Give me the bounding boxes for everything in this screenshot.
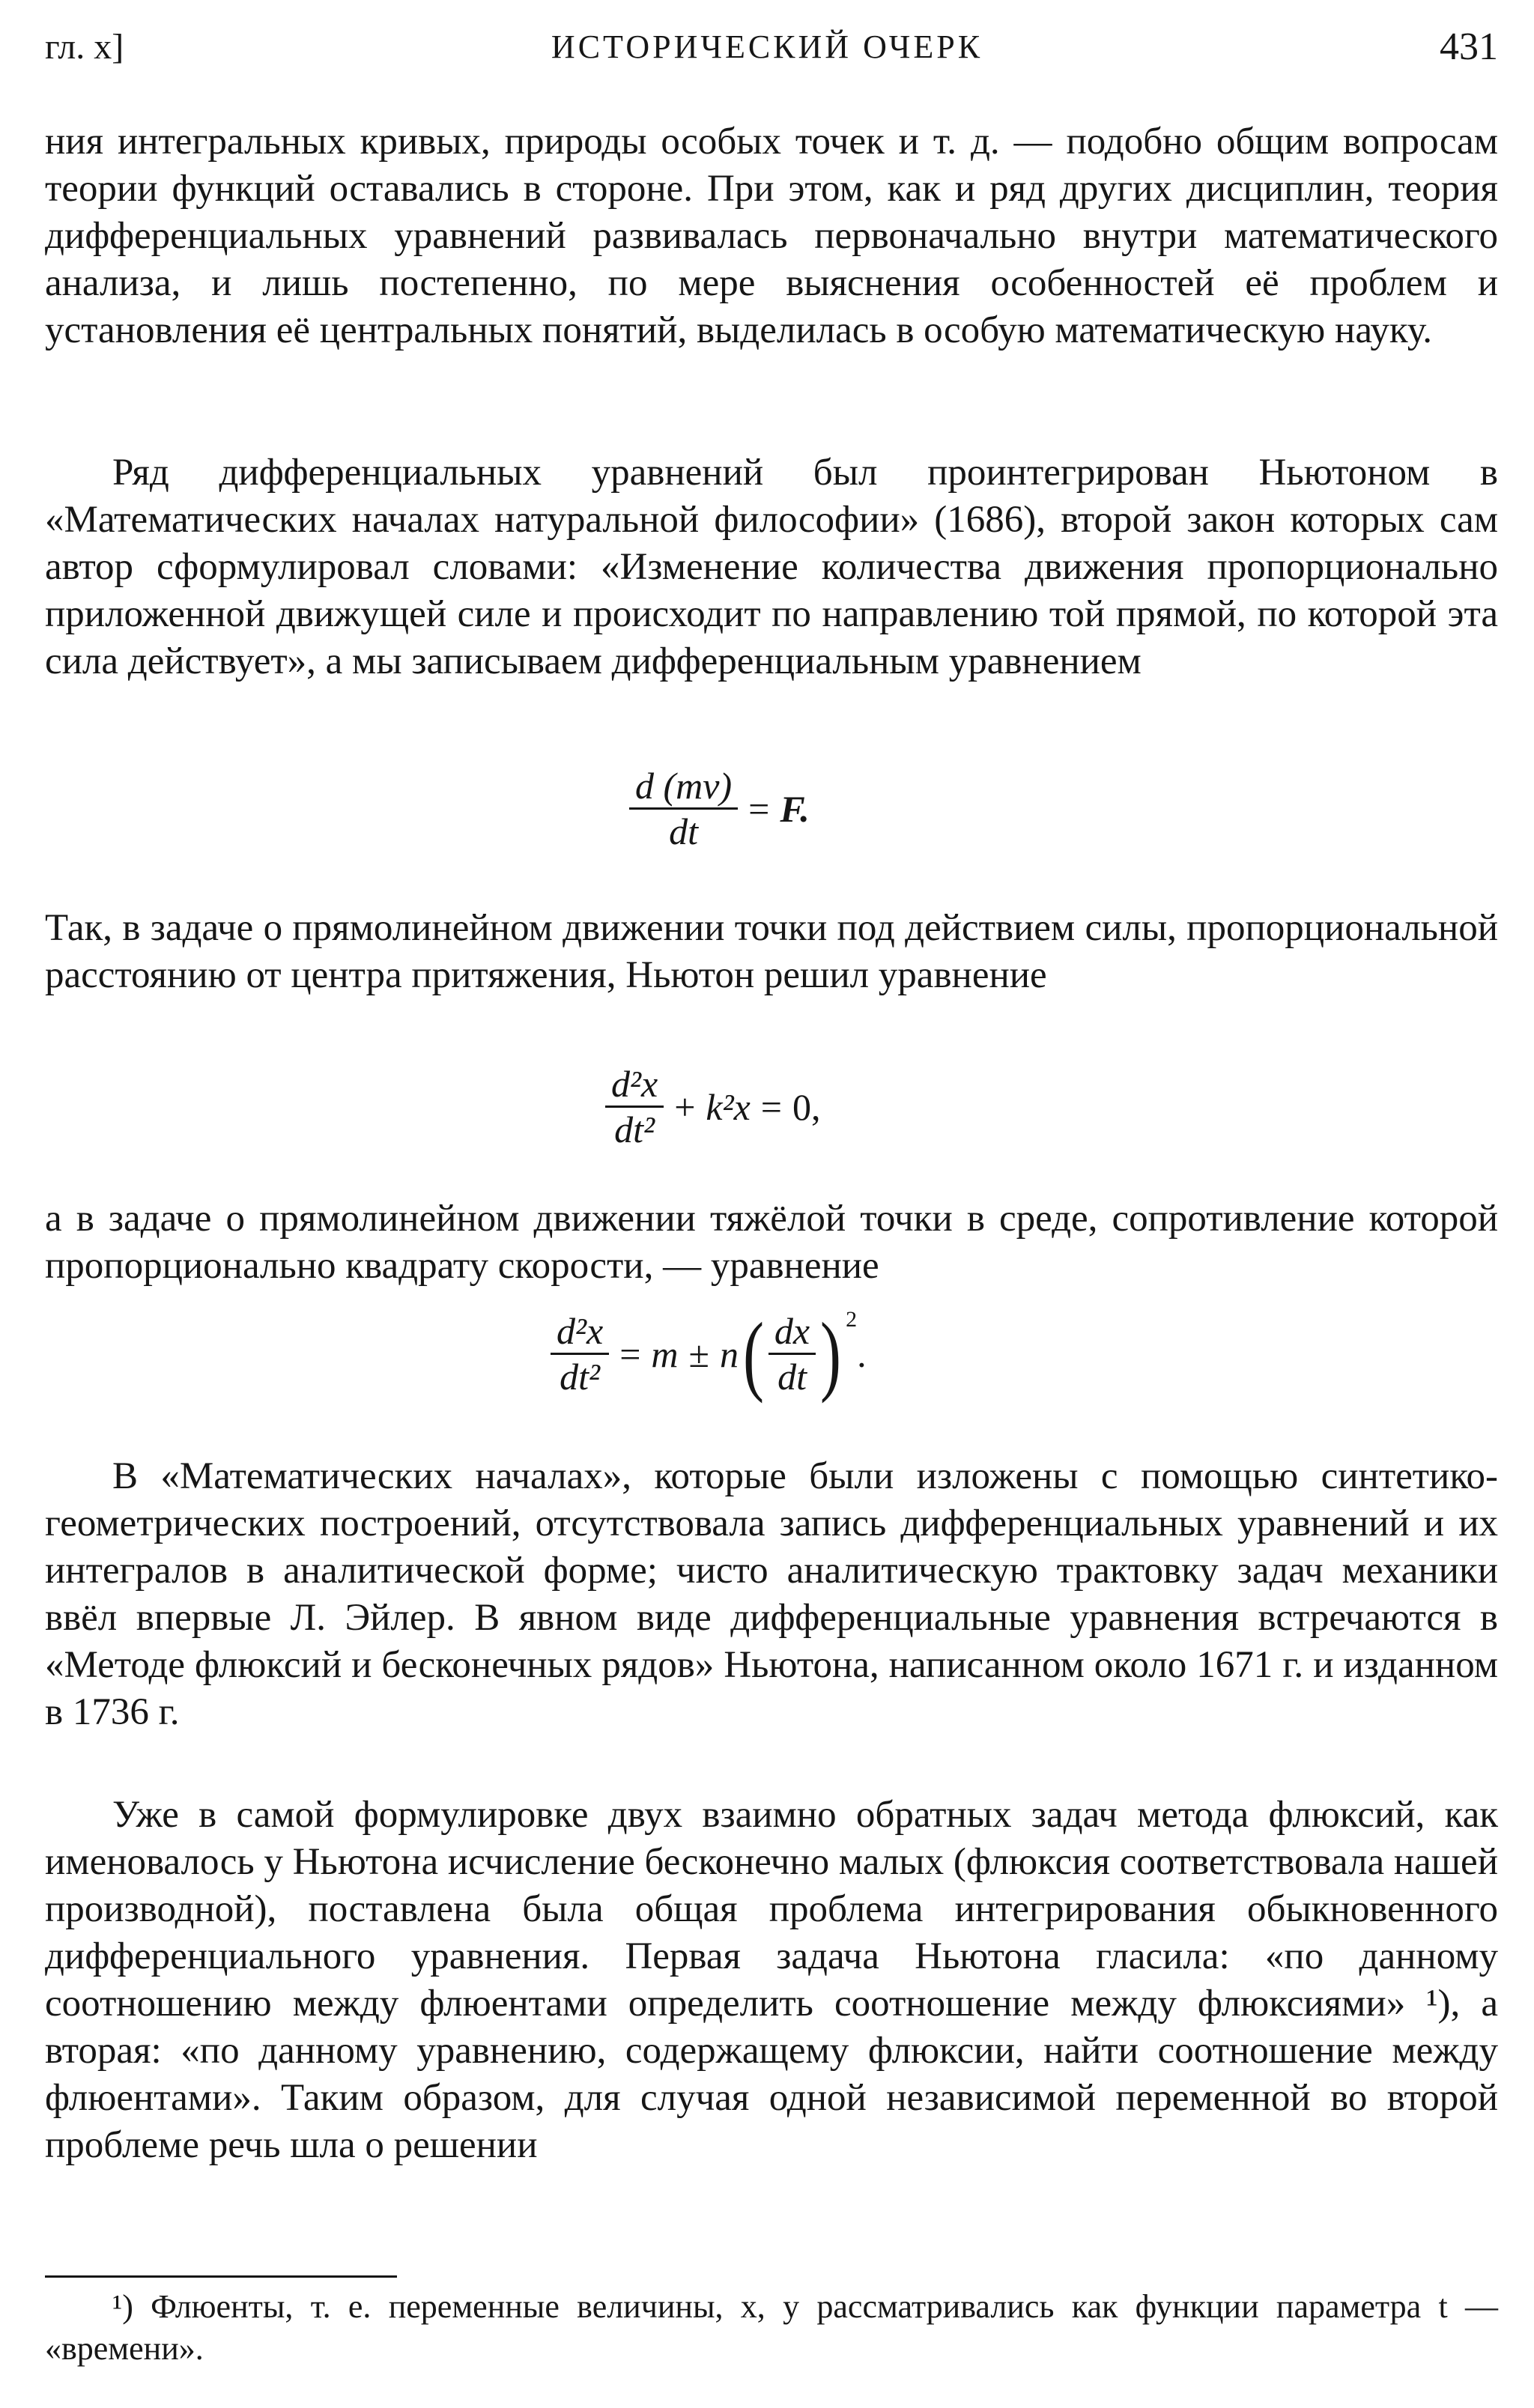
- numerator: dx: [768, 1309, 816, 1355]
- footnote-divider: [45, 2275, 397, 2278]
- right-paren: ): [820, 1303, 842, 1404]
- exponent: 2: [846, 1307, 858, 1332]
- denominator: dt: [777, 1356, 807, 1398]
- page-number: 431: [1440, 25, 1498, 68]
- paragraph-6: Уже в самой формулировке двух взаимно обратных задач метода флюксий, как именовалось у Ньютона исчисление бесконечно малых (флюксия соответствовала нашей производной), поставлена была общая проблема интегрирования обыкновенного дифференциального уравнения. Первая задача Ньютона гласила: «по данному соотношению между флюентами определить соотношение между флюксиями» ¹), а вторая: «по данному уравнению, содержащему флюксии, найти соотношение между флюентами». Таким образом, для случая одной независимой переменной во второй проблеме речь шла о решении: [45, 1794, 1498, 2166]
- paragraph-5: В «Математических началах», которые были изложены с помощью синтетико-геометрических построений, отсутствовала запись дифференциальных уравнений и их интегралов в аналитической форме; чисто аналитическую трактовку задач механики ввёл впервые Л. Эйлер. В явном виде дифференциальные уравнения встречаются в «Методе флюксий и бесконечных рядов» Ньютона, написанном около 1671 г. и изданном в 1736 г.: [45, 1455, 1498, 1733]
- chapter-label: гл. x]: [45, 27, 124, 67]
- formula-rhs: F.: [780, 787, 810, 830]
- paragraph-3: Так, в задаче о прямолинейном движении точки под действием силы, пропорциональной расстоянию от центра притяжения, Ньютон решил уравнение: [45, 907, 1498, 996]
- term-n: n: [719, 1332, 739, 1375]
- paragraph-2: Ряд дифференциальных уравнений был проинтегрирован Ньютоном в «Математических началах натуральной философии» (1686), второй закон которых сам автор сформулировал словами: «Изменение количества движения пропорционально приложенной движущей силе и происходит по направлению той прямой, по которой эта сила действует», а мы записываем дифференциальным уравнением: [45, 452, 1498, 682]
- equals-sign: =: [748, 787, 770, 830]
- denominator: dt: [669, 810, 698, 852]
- formula-rhs: 0,: [792, 1085, 821, 1128]
- numerator: d (mv): [629, 764, 738, 810]
- period: .: [857, 1332, 867, 1375]
- numerator: d²x: [605, 1062, 664, 1108]
- footnote: ¹) Флюенты, т. е. переменные величины, x, y рассматривались как функции параметра t — «времени».: [45, 2288, 1498, 2367]
- paragraph-4: а в задаче о прямолинейном движении тяжёлой точки в среде, сопротивление которой пропорционально квадрату скорости, — уравнение: [45, 1198, 1498, 1287]
- denominator: dt²: [614, 1109, 655, 1150]
- paragraph-1: ния интегральных кривых, природы особых точек и т. д. — подобно общим вопросам теории функций оставались в стороне. При этом, как и ряд других дисциплин, теория дифференциальных уравнений развивалась первоначально внутри математического анализа, и лишь постепенно, по мере выяснения особенностей её проблем и установления её центральных понятий, выделилась в особую математическую науку.: [45, 121, 1498, 351]
- left-paren: (: [742, 1303, 764, 1404]
- equals-sign: =: [760, 1085, 782, 1128]
- fraction: [629, 764, 738, 853]
- term: k²x: [706, 1085, 751, 1128]
- fraction: [605, 1062, 664, 1151]
- plus-minus-sign: ±: [688, 1332, 709, 1375]
- fraction: [551, 1309, 609, 1398]
- running-head-title: ИСТОРИЧЕСКИЙ ОЧЕРК: [551, 28, 983, 65]
- denominator: dt²: [560, 1356, 601, 1398]
- numerator: d²x: [551, 1309, 609, 1355]
- plus-sign: +: [674, 1085, 696, 1128]
- inner-fraction: [768, 1309, 816, 1398]
- term-m: m: [651, 1332, 679, 1375]
- equals-sign: =: [619, 1332, 641, 1375]
